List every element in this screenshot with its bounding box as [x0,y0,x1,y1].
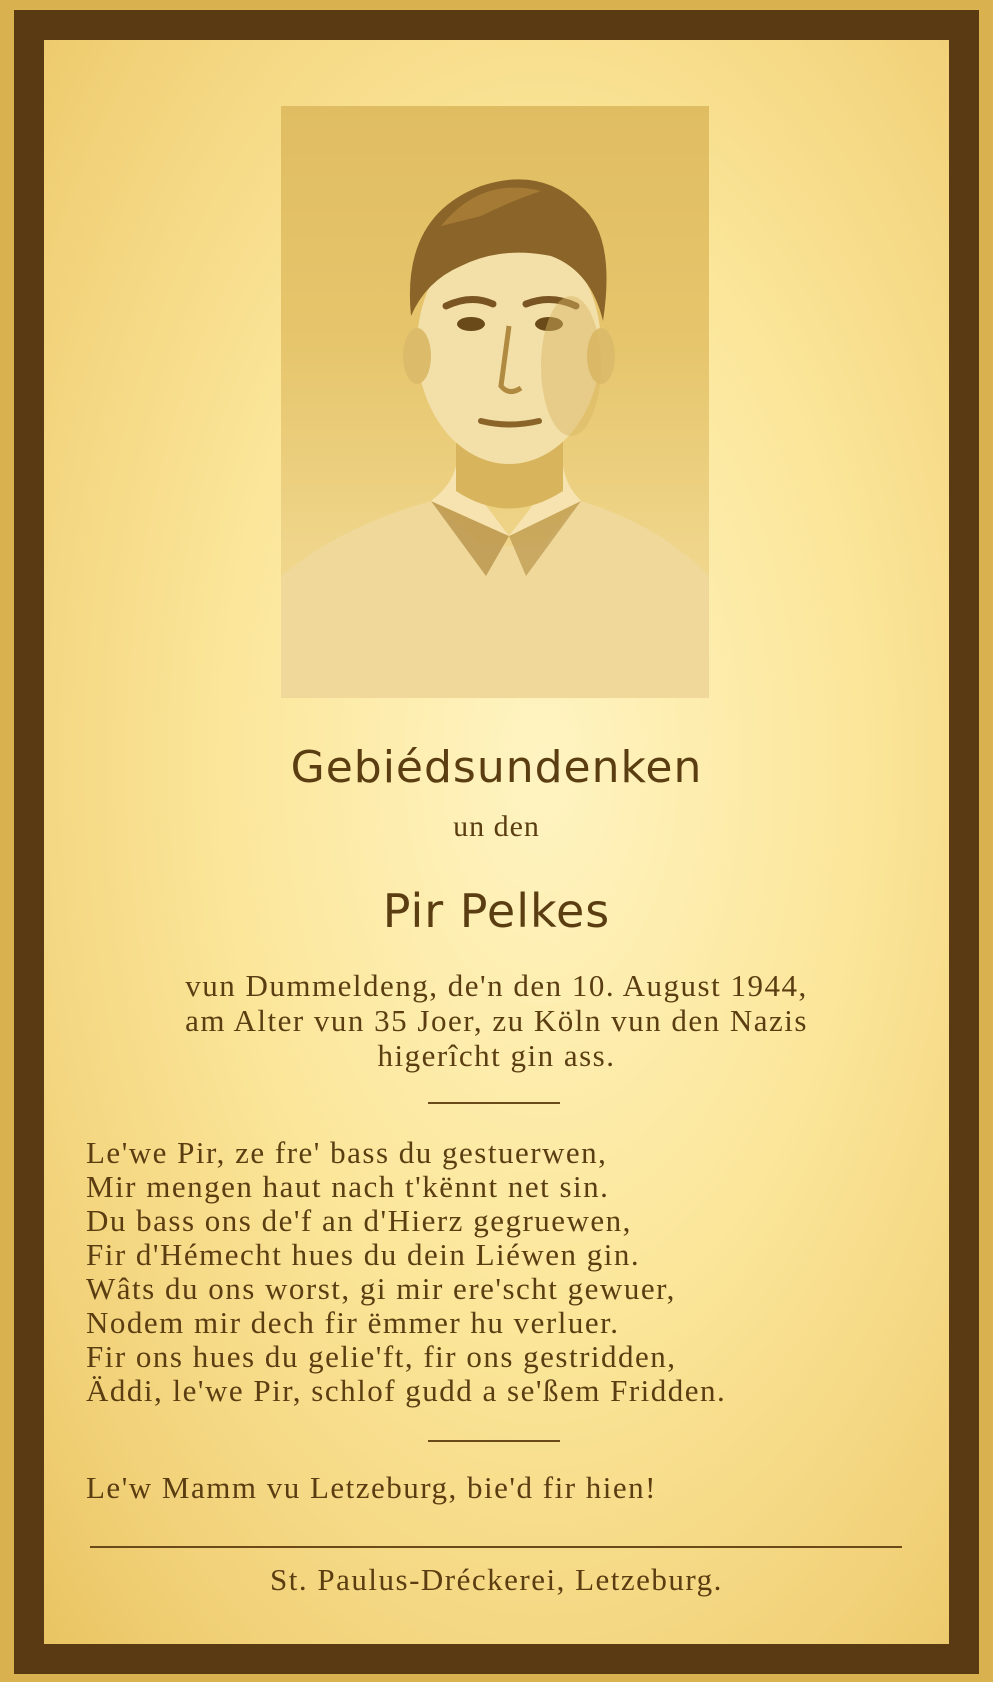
dedication-line-1: vun Dummeldeng, de'n den 10. August 1944, [185,968,808,1003]
portrait-illustration [281,106,709,698]
poem-line: Fir d'Hémecht hues du dein Liéwen gin. [86,1237,641,1272]
poem-line: Nodem mir dech fir ëmmer hu verluer. [86,1305,620,1340]
poem-line: Le'we Pir, ze fre' bass du gestuerwen, [86,1135,608,1170]
divider-short-bottom [428,1440,560,1442]
poem-line: Mir mengen haut nach t'kënnt net sin. [86,1169,610,1204]
prayer-line: Le'w Mamm vu Letzeburg, bie'd fir hien! [86,1470,657,1505]
dedication-line-3: higerîcht gin ass. [377,1038,616,1073]
divider-short-top [428,1102,560,1104]
poem-line: Fir ons hues du gelie'ft, fir ons gestridden, [86,1339,677,1374]
printer-credit: St. Paulus-Dréckerei, Letzeburg. [270,1562,723,1597]
deceased-name: Pir Pelkes [382,884,611,938]
portrait-photo [281,106,709,698]
card-subtitle: un den [453,810,540,843]
card-title: Gebiédsundenken [290,742,703,793]
divider-long [90,1546,902,1548]
poem-block [86,1136,936,1408]
poem-line: Du bass ons de'f an d'Hierz gegruewen, [86,1203,632,1238]
dedication-line-2: am Alter vun 35 Joer, zu Köln vun den Nazis [185,1003,808,1038]
poem-line: Wâts du ons worst, gi mir ere'scht gewuer, [86,1271,676,1306]
poem-line: Äddi, le'we Pir, schlof gudd a se'ßem Fridden. [86,1373,727,1408]
